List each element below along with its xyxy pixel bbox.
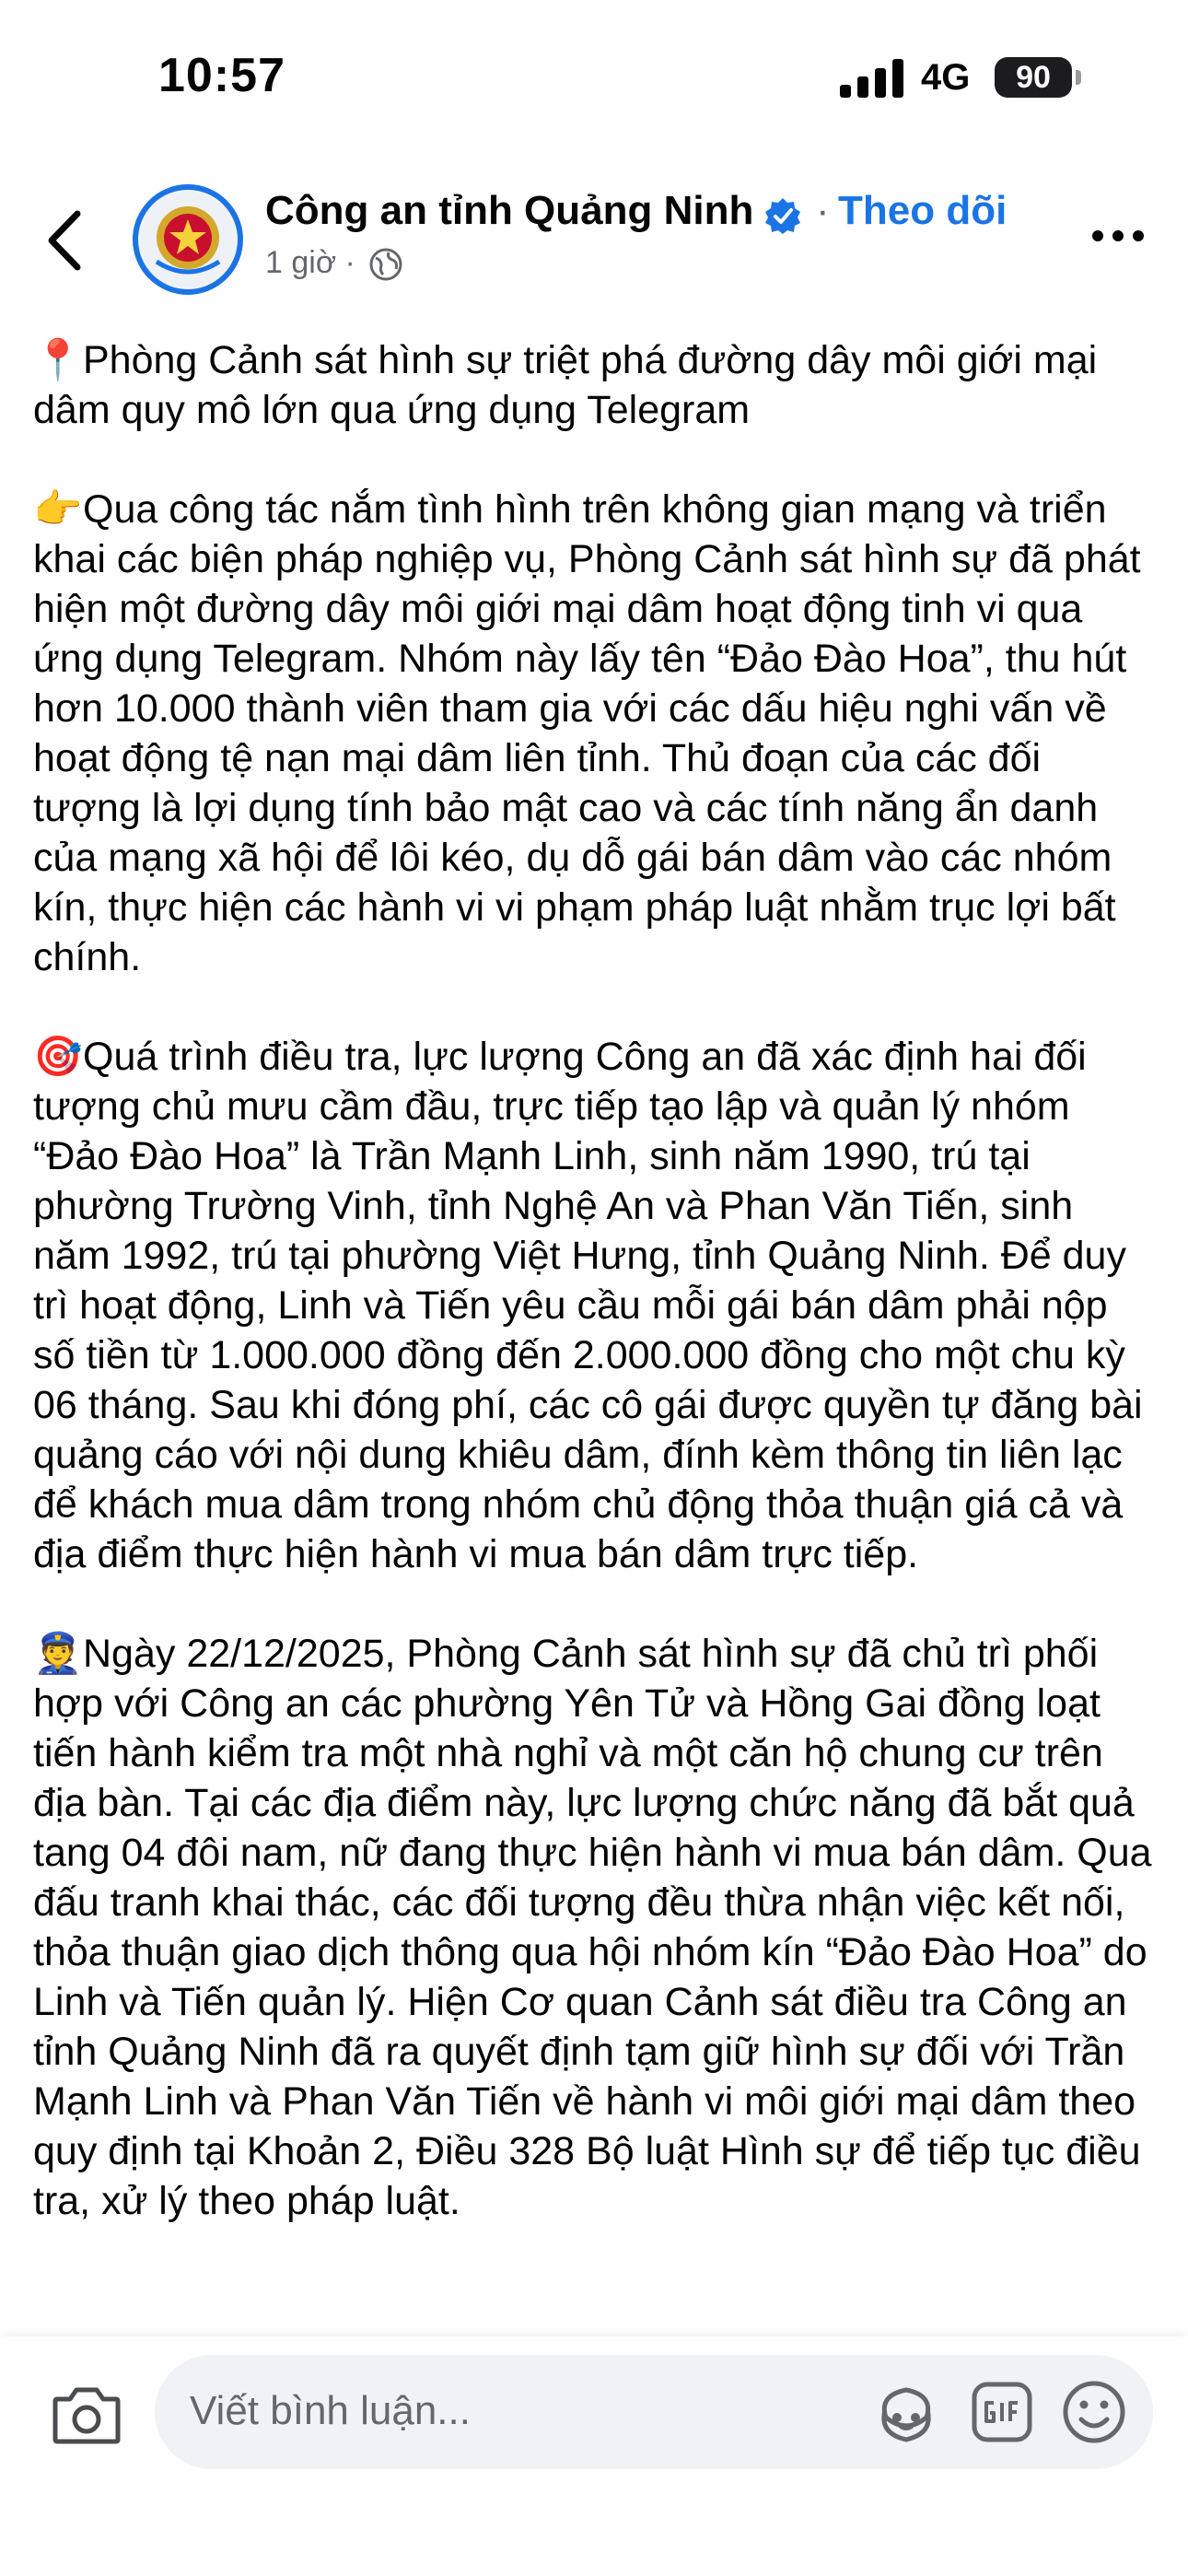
avatar-sticker-icon[interactable] [873,2381,939,2445]
battery-cap [1076,70,1081,85]
network-type: 4G [921,57,971,98]
camera-icon[interactable] [52,2384,122,2445]
paragraph-text: Qua công tác nắm tình hình trên không gian mạng và triển khai các biện pháp nghiệp vụ, Phòng Cảnh sát hình sự đã phát hiện một đường dây môi giới mại dâm hoạt động tinh vi qua ứng dụng Telegram. Nhóm này lấy tên “Đảo Đào Hoa”, thu hút hơn 10.000 thành viên tham gia với các dấu hiệu nghi vấn về hoạt động tệ nạn mại dâm liên tỉnh. Thủ đoạn của các đối tượng là lợi dụng tính bảo mật cao và các tính năng ẩn danh của mạng xã hội để lôi kéo, dụ dỗ gái bán dâm vào các nhóm kín, thực hiện các hành vi vi phạm pháp luật nhằm trục lợi bất chính. [33,487,1141,979]
post-time: 1 giờ · [265,245,355,280]
more-options-icon[interactable] [1090,227,1146,245]
police-emblem-icon [138,190,238,289]
post-paragraph [33,485,1159,982]
post-paragraph [33,335,1159,435]
verified-badge-icon [764,197,801,234]
comment-placeholder: Viết bình luận... [190,2388,471,2433]
follow-button[interactable]: Theo dõi [838,188,1007,233]
post-content [33,335,1159,2276]
page-avatar[interactable] [133,184,243,295]
target-emoji-icon: 🎯 [33,1035,83,1079]
pointing-hand-emoji-icon: 👉 [33,487,83,532]
emoji-icon[interactable] [1061,2379,1127,2445]
globe-icon [368,247,403,282]
signal-strength-icon [840,59,904,98]
gif-icon[interactable] [971,2381,1033,2443]
pin-emoji-icon: 📍 [33,338,83,382]
battery-icon [995,57,1083,100]
post-header [0,166,1188,313]
comment-bar [0,2336,1188,2576]
page-name[interactable]: Công an tỉnh Quảng Ninh [265,188,754,233]
paragraph-text: Phòng Cảnh sát hình sự triệt phá đường dây môi giới mại dâm quy mô lớn qua ứng dụng Telegram [33,338,1098,432]
comment-input[interactable] [155,2355,1153,2469]
status-time: 10:57 [158,49,285,102]
paragraph-text: Quá trình điều tra, lực lượng Công an đã xác định hai đối tượng chủ mưu cầm đầu, trực tiếp tạo lập và quản lý nhóm “Đảo Đào Hoa” là Trần Mạnh Linh, sinh năm 1990, trú tại phường Trường Vinh, tỉnh Nghệ An và Phan Văn Tiến, sinh năm 1992, trú tại phường Việt Hưng, tỉnh Quảng Ninh. Để duy trì hoạt động, Linh và Tiến yêu cầu mỗi gái bán dâm phải nộp số tiền từ 1.000.000 đồng đến 2.000.000 đồng cho một chu kỳ 06 tháng. Sau khi đóng phí, các cô gái được quyền tự đăng bài quảng cáo với nội dung khiêu dâm, đính kèm thông tin liên lạc để khách mua dâm trong nhóm chủ động thỏa thuận giá cả và địa điểm thực hiện hành vi mua bán dâm trực tiếp. [33,1035,1143,1576]
battery-level: 90 [995,57,1072,98]
separator-dot: · [816,188,830,233]
chevron-left-icon[interactable] [44,208,87,273]
paragraph-text: Ngày 22/12/2025, Phòng Cảnh sát hình sự đã chủ trì phối hợp với Công an các phường Yên Tử và Hồng Gai đồng loạt tiến hành kiểm tra một nhà nghỉ và một căn hộ chung cư trên địa bàn. Tại các địa điểm này, lực lượng chức năng đã bắt quả tang 04 đôi nam, nữ đang thực hiện hành vi mua bán dâm. Qua đấu tranh khai thác, các đối tượng đều thừa nhận việc kết nối, thỏa thuận giao dịch thông qua hội nhóm kín “Đảo Đào Hoa” do Linh và Tiến quản lý. Hiện Cơ quan Cảnh sát điều tra Công an tỉnh Quảng Ninh đã ra quyết định tạm giữ hình sự đối với Trần Mạnh Linh và Phan Văn Tiến về hành vi môi giới mại dâm theo quy định tại Khoản 2, Điều 328 Bộ luật Hình sự để tiếp tục điều tra, xử lý theo pháp luật. [33,1632,1152,2223]
status-bar [0,0,1188,157]
post-paragraph [33,1032,1159,1579]
police-officer-emoji-icon: 👮 [33,1632,83,1676]
post-paragraph [33,1629,1159,2226]
